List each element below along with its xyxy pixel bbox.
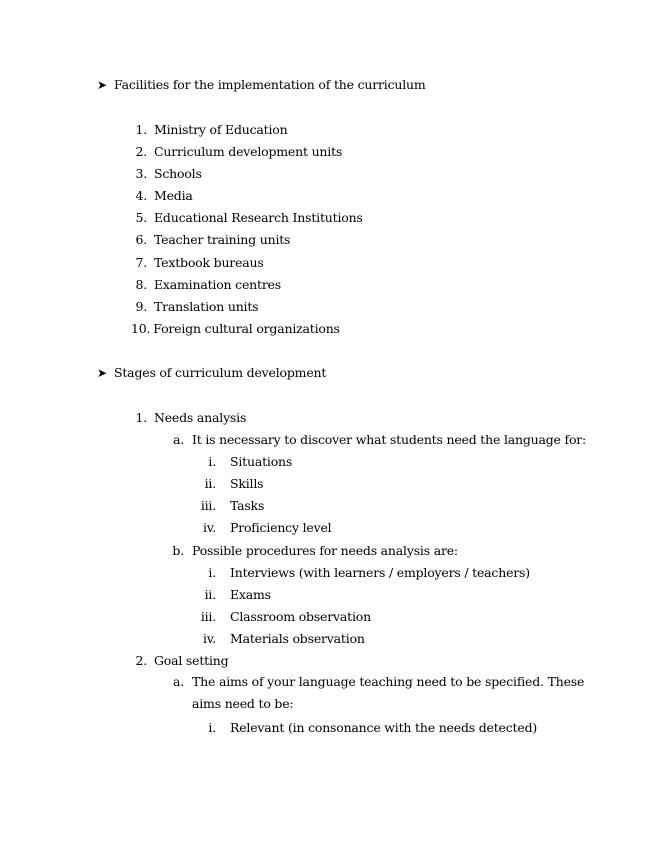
list-item: 7. Textbook bureaus <box>135 255 264 270</box>
list-item: 4. Media <box>135 188 193 203</box>
sub-item: a. The aims of your language teaching need to be specified. These aims need to be: <box>172 674 585 711</box>
roman-item: iii. Tasks <box>200 498 265 513</box>
arrow-bullet-icon: ➤ <box>97 78 107 92</box>
roman-item: i. Interviews (with learners / employers / teachers) <box>208 565 530 580</box>
list-item: 9. Translation units <box>135 299 259 314</box>
list-item: 8. Examination centres <box>135 277 282 292</box>
roman-item: iii. Classroom observation <box>200 609 371 624</box>
sub-item: b. Possible procedures for needs analysis are: <box>172 543 458 558</box>
list-item: 1. Ministry of Education <box>135 122 288 137</box>
roman-item: ii. Skills <box>204 476 264 491</box>
list-item: 3. Schools <box>135 166 202 181</box>
list-item: 2. Curriculum development units <box>135 144 343 159</box>
roman-item: i. Situations <box>208 454 293 469</box>
section-heading-text: Facilities for the implementation of the curriculum <box>114 77 426 92</box>
roman-item: ii. Exams <box>204 587 271 602</box>
list-item: 10. Foreign cultural organizations <box>131 321 340 336</box>
section-heading-facilities <box>97 77 426 92</box>
roman-item: i. Relevant (in consonance with the needs detected) <box>208 720 538 735</box>
list-item: 6. Teacher training units <box>135 232 291 247</box>
list-item: 5. Educational Research Institutions <box>135 210 363 225</box>
roman-item: iv. Materials observation <box>203 631 365 646</box>
stage-item: 2. Goal setting <box>135 653 229 668</box>
roman-item: iv. Proficiency level <box>203 520 332 535</box>
section-heading-text: Stages of curriculum development <box>114 365 327 380</box>
arrow-bullet-icon: ➤ <box>97 366 107 380</box>
stage-item: 1. Needs analysis <box>135 410 247 425</box>
sub-item: a. It is necessary to discover what students need the language for: <box>172 432 587 447</box>
section-heading-stages <box>97 365 326 380</box>
